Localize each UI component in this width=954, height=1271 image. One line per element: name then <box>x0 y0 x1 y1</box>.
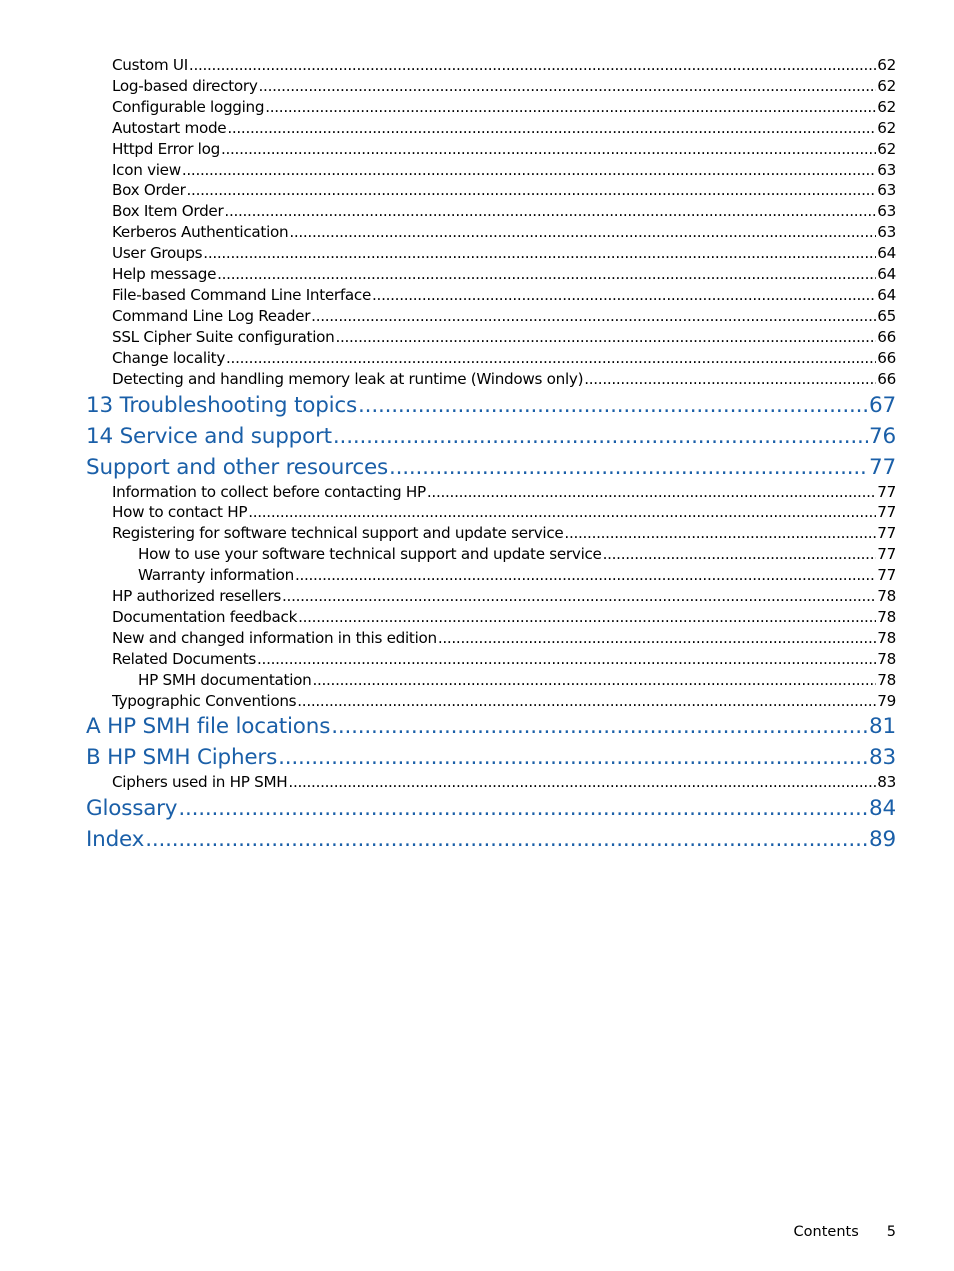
dot-leader <box>227 118 876 139</box>
toc-chapter-page: 76 <box>869 423 896 449</box>
toc-entry-page: 66 <box>877 369 896 388</box>
toc-entry-title: New and changed information in this edition <box>112 628 437 647</box>
dot-leader <box>259 76 877 97</box>
toc-entry[interactable] <box>112 264 896 285</box>
toc-chapter-entry[interactable] <box>86 423 896 451</box>
dot-leader <box>248 502 876 523</box>
toc-entry-title: Warranty information <box>138 566 294 585</box>
toc-entry-title: Autostart mode <box>112 118 227 137</box>
dot-leader <box>203 243 876 264</box>
toc-entry-title: SSL Cipher Suite configuration <box>112 327 335 346</box>
toc-chapter-entry[interactable] <box>86 826 896 854</box>
dot-leader <box>265 97 876 118</box>
toc-entry-title: Httpd Error log <box>112 139 220 158</box>
toc-chapter-title: 13 Troubleshooting topics <box>86 392 358 418</box>
toc-entry-title: Help message <box>112 265 217 284</box>
toc-entry[interactable] <box>112 772 896 793</box>
toc-entry-title: How to use your software technical support and update service <box>138 545 602 564</box>
dot-leader <box>331 713 868 741</box>
toc-entry[interactable] <box>112 691 896 712</box>
dot-leader <box>187 180 877 201</box>
toc-entry-page: 77 <box>877 545 896 564</box>
toc-entry-title: Documentation feedback <box>112 607 298 626</box>
toc-entry-title: Ciphers used in HP SMH <box>112 773 288 792</box>
toc-entry-title: How to contact HP <box>112 503 248 522</box>
toc-entry-title: File-based Command Line Interface <box>112 285 372 304</box>
dot-leader <box>311 306 876 327</box>
toc-entry-page: 78 <box>877 587 896 606</box>
dot-leader <box>298 607 876 628</box>
toc-entry[interactable] <box>112 628 896 649</box>
dot-leader <box>438 628 876 649</box>
toc-chapter-page: 83 <box>869 745 896 771</box>
toc-entry-page: 78 <box>877 649 896 668</box>
toc-chapter-entry[interactable] <box>86 713 896 741</box>
toc-chapter-entry[interactable] <box>86 744 896 772</box>
toc-entry[interactable] <box>112 97 896 118</box>
toc-subentry[interactable] <box>138 565 896 586</box>
toc-entry[interactable] <box>112 201 896 222</box>
page-footer <box>794 1222 896 1242</box>
toc-chapter-page: 77 <box>869 454 896 480</box>
dot-leader <box>584 369 876 390</box>
toc-entry-title: Typographic Conventions <box>112 691 297 710</box>
toc-entry-title: Command Line Log Reader <box>112 306 311 325</box>
toc-chapter-entry[interactable] <box>86 795 896 823</box>
dot-leader <box>224 201 876 222</box>
dot-leader <box>178 795 868 823</box>
toc-entry-page: 63 <box>877 202 896 221</box>
toc-chapter-page: 67 <box>869 392 896 418</box>
toc-entry-title: Detecting and handling memory leak at runtime (Windows only) <box>112 369 584 388</box>
toc-entry[interactable] <box>112 369 896 390</box>
toc-entry-page: 62 <box>877 56 896 74</box>
toc-entry-page: 65 <box>877 306 896 325</box>
toc-entry[interactable] <box>112 55 896 76</box>
toc-entry-title: Custom UI <box>112 56 188 74</box>
dot-leader <box>221 139 876 160</box>
toc-entry-title: Box Item Order <box>112 202 224 221</box>
footer-page-number: 5 <box>886 1224 896 1240</box>
toc-chapter-title: A HP SMH file locations <box>86 714 331 740</box>
toc-entry-title: Configurable logging <box>112 97 265 116</box>
toc-entry-page: 62 <box>877 97 896 116</box>
dot-leader <box>226 348 876 369</box>
dot-leader <box>278 744 868 772</box>
toc-chapter-title: B HP SMH Ciphers <box>86 745 278 771</box>
toc-entry-title: HP SMH documentation <box>138 670 312 689</box>
toc-entry[interactable] <box>112 482 896 503</box>
dot-leader <box>282 586 876 607</box>
toc-entry-page: 77 <box>877 503 896 522</box>
toc-entry-page: 63 <box>877 181 896 200</box>
toc-entry-page: 63 <box>877 160 896 179</box>
dot-leader <box>312 670 876 691</box>
dot-leader <box>288 772 876 793</box>
toc-entry[interactable] <box>112 76 896 97</box>
toc-entry[interactable] <box>112 118 896 139</box>
dot-leader <box>289 222 876 243</box>
toc-entry[interactable] <box>112 327 896 348</box>
dot-leader <box>217 264 876 285</box>
toc-entry-page: 64 <box>877 285 896 304</box>
toc-entry-page: 66 <box>877 348 896 367</box>
dot-leader <box>333 423 868 451</box>
toc-entry[interactable] <box>112 306 896 327</box>
toc-entry[interactable] <box>112 523 896 544</box>
dot-leader <box>257 649 876 670</box>
toc-entry-page: 78 <box>877 628 896 647</box>
toc-entry-page: 64 <box>877 265 896 284</box>
toc-chapter-page: 81 <box>869 714 896 740</box>
toc-entry-title: Information to collect before contacting HP <box>112 482 426 501</box>
footer-section-label: Contents <box>793 1224 859 1240</box>
toc-entry-title: Registering for software technical support and update service <box>112 524 564 543</box>
dot-leader <box>145 826 868 854</box>
dot-leader <box>358 392 868 420</box>
dot-leader <box>389 454 868 482</box>
dot-leader <box>564 523 876 544</box>
toc-entry-title: Box Order <box>112 181 186 200</box>
toc-entry[interactable] <box>112 160 896 181</box>
toc-subentry[interactable] <box>138 544 896 565</box>
toc-entry-title: Log-based directory <box>112 76 258 95</box>
toc-chapter-entry[interactable] <box>86 454 896 482</box>
toc-entry-title: Change locality <box>112 348 226 367</box>
toc-entry[interactable] <box>112 607 896 628</box>
toc-entry-page: 62 <box>877 139 896 158</box>
toc-chapter-title: Support and other resources <box>86 454 389 480</box>
toc-entry[interactable] <box>112 285 896 306</box>
toc-subentry[interactable] <box>138 670 896 691</box>
toc-entry[interactable] <box>112 586 896 607</box>
dot-leader <box>372 285 876 306</box>
toc-entry-page: 62 <box>877 76 896 95</box>
toc-entry-page: 62 <box>877 118 896 137</box>
toc-entry-title: Icon view <box>112 160 181 179</box>
dot-leader <box>189 55 876 76</box>
toc-entry-page: 83 <box>877 773 896 792</box>
toc-entry-page: 79 <box>877 691 896 710</box>
toc-entry-page: 78 <box>877 670 896 689</box>
dot-leader <box>295 565 876 586</box>
toc-chapter-page: 84 <box>869 796 896 822</box>
dot-leader <box>182 160 876 181</box>
toc-chapter-title: Glossary <box>86 796 178 822</box>
toc-entry-page: 66 <box>877 327 896 346</box>
toc-entry[interactable] <box>112 502 896 523</box>
toc-entry-title: Kerberos Authentication <box>112 223 289 242</box>
toc-entry-title: User Groups <box>112 244 203 263</box>
toc-entry[interactable] <box>112 180 896 201</box>
toc-entry[interactable] <box>112 139 896 160</box>
dot-leader <box>603 544 877 565</box>
table-of-contents <box>86 55 896 854</box>
toc-chapter-page: 89 <box>869 827 896 853</box>
toc-entry-title: Related Documents <box>112 649 257 668</box>
toc-entry[interactable] <box>112 222 896 243</box>
toc-entry-page: 64 <box>877 244 896 263</box>
toc-chapter-title: Index <box>86 827 145 853</box>
toc-chapter-title: 14 Service and support <box>86 423 332 449</box>
toc-entry-title: HP authorized resellers <box>112 587 282 606</box>
dot-leader <box>427 482 876 503</box>
dot-leader <box>335 327 876 348</box>
toc-entry-page: 77 <box>877 566 896 585</box>
dot-leader <box>297 691 876 712</box>
toc-entry-page: 78 <box>877 607 896 626</box>
toc-entry[interactable] <box>112 348 896 369</box>
toc-entry-page: 77 <box>877 482 896 501</box>
toc-entry[interactable] <box>112 243 896 264</box>
toc-entry[interactable] <box>112 649 896 670</box>
toc-entry-page: 63 <box>877 223 896 242</box>
toc-chapter-entry[interactable] <box>86 392 896 420</box>
toc-entry-page: 77 <box>877 524 896 543</box>
